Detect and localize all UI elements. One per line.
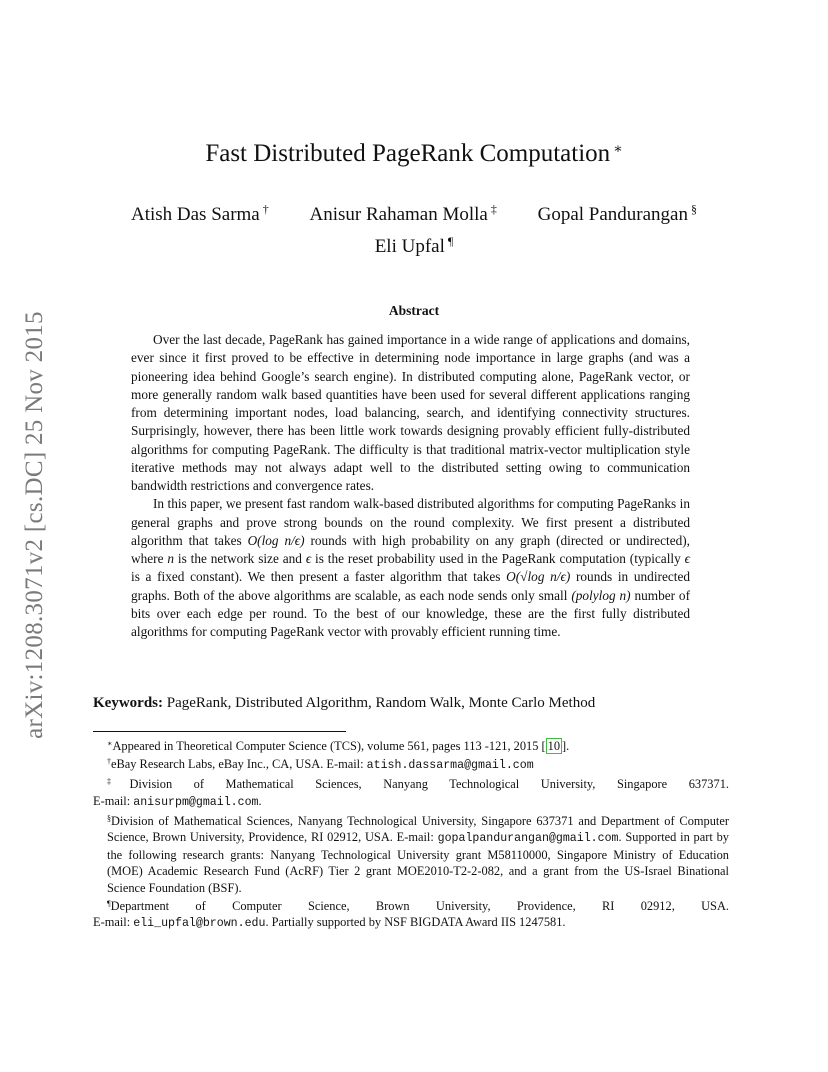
author-name: Atish Das Sarma [130, 204, 260, 225]
author-name: Anisur Rahaman Molla [309, 204, 488, 225]
keywords-line [93, 695, 595, 712]
title-footnote-mark: ∗ [613, 142, 623, 157]
author [131, 196, 269, 228]
paper-title [0, 140, 828, 168]
footnote-rule [93, 731, 346, 732]
math-expr: n [167, 551, 175, 566]
abstract-paragraph-2: In this paper, we present fast random walk-based distributed algorithms for computing PageRanks in general graphs and prove strong bounds on the round complexity. We first present a distributed algorithm that takes O(log n/ϵ) rounds with high probability on any graph (directed or undirected), where n is the network size and ϵ is the reset probability used in the PageRank computation (typically ϵ is a fixed constant). We then present a faster algorithm that takes O(√log n/ϵ) rounds in undirected graphs. Both of the above algorithms are scalable, as each node sends only small (polylog n) number of bits over each edge per round. To the best of our knowledge, these are the first fully distributed algorithms for computing PageRank vector with provably efficient running time. [131, 496, 691, 639]
arxiv-stamp [20, 290, 50, 760]
citation-link[interactable]: 10 [547, 739, 561, 753]
footnote-3: ‡Division of Mathematical Sciences, Nanyang Technological University, Singapore 637371. E-mail: anisurpm@gmail.com. [93, 777, 729, 809]
author [375, 228, 454, 260]
author-name: Eli Upfal [374, 236, 445, 257]
math-expr: ϵ [684, 551, 690, 566]
footnotes [93, 736, 729, 932]
keywords-label: Keywords: [93, 695, 163, 711]
math-expr: ϵ [305, 551, 312, 566]
keywords-text: PageRank, Distributed Algorithm, Random Walk, Monte Carlo Method [166, 695, 596, 711]
author-mark: ‡ [490, 202, 497, 216]
math-expr: (polylog n) [571, 587, 631, 603]
author-mark: † [262, 202, 269, 216]
abstract-body [131, 331, 690, 641]
author-mark: ¶ [447, 234, 454, 248]
footnote-5: ¶Department of Computer Science, Brown University, Providence, RI 02912, USA. E-mail: eli_upfal@brown.edu. Partially supported by NSF BIGDATA Award IIS 1247581. [93, 898, 729, 931]
footnote-1: ∗Appeared in Theoretical Computer Science (TCS), volume 561, pages 113 -121, 2015 [ 10 ]. [107, 739, 570, 753]
abstract-heading: Abstract [388, 303, 440, 318]
author-name: Gopal Pandurangan [537, 204, 688, 225]
arxiv-stamp-text: arXiv:1208.3071v2 [cs.DC] 25 Nov 2015 [21, 311, 48, 739]
author-mark: § [691, 202, 697, 216]
email-link[interactable]: anisurpm@gmail.com [133, 795, 259, 809]
email-link[interactable]: eli_upfal@brown.edu [133, 917, 266, 931]
abstract-paragraph-1: Over the last decade, PageRank has gained importance in a wide range of applications and domains, ever since it first proved to be effective in determining node importance in large graphs (and was a pioneering idea behind Google’s search engine). In distributed computing alone, PageRank vector, or more generally random walk based quantities have been used for several different applications ranging from determining important nodes, load balancing, search, and identifying connectivity structures. Surprisingly, however, there has been little work towards designing provably efficient fully-distributed algorithms for computing PageRank. The difficulty is that traditional matrix-vector multiplication style iterative methods may not always adapt well to the distributed setting owing to communication bandwidth restrictions and convergence rates. [131, 332, 690, 493]
math-expr: O(log n/ϵ) [247, 532, 305, 548]
email-link[interactable]: atish.dassarma@gmail.com [366, 759, 534, 773]
author-list [0, 196, 828, 260]
email-link[interactable]: gopalpandurangan@gmail.com [437, 832, 619, 846]
math-expr: O(√log n/ϵ) [506, 569, 571, 585]
footnote-4: §Division of Mathematical Sciences, Nanyang Technological University, Singapore 637371 and Department of Computer Science, Brown University, Providence, RI 02912, USA. E-mail: gopalpandurangan@gmail.com. Supported in part by the following research grants: Nanyang Technological University grant M58110000, Singapore Ministry of Education (MOE) Academic Research Fund (AcRF) Tier 2 grant MOE2010-T2-2-082, and a grant from the US-Israel Binational Science Foundation (BSF). [107, 813, 729, 895]
title-text: Fast Distributed PageRank Computation [205, 140, 611, 167]
author [310, 196, 497, 228]
footnote-2: †eBay Research Labs, eBay Inc., CA, USA. E-mail: atish.dassarma@gmail.com [107, 757, 534, 773]
author [538, 196, 697, 228]
